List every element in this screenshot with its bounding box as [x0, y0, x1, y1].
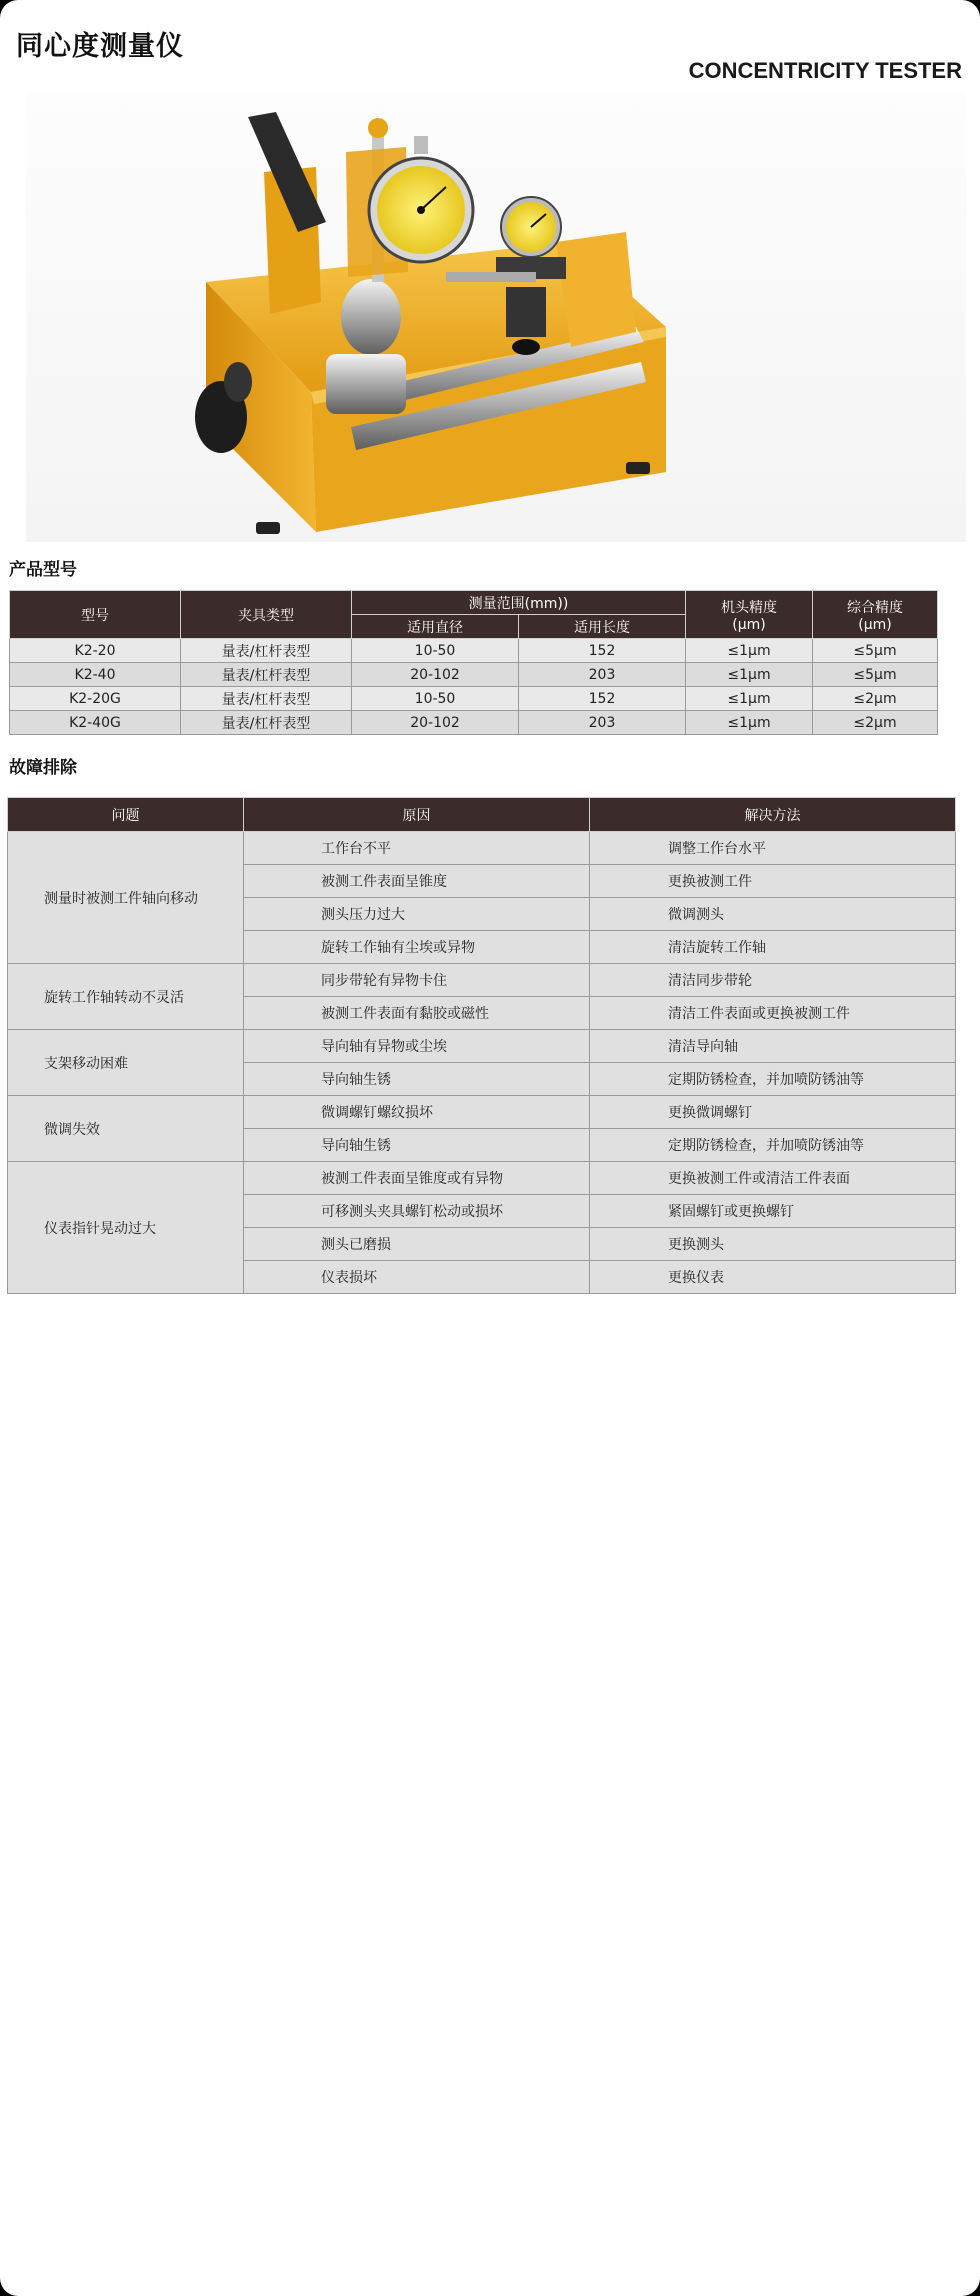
- cell-total-precision: ≤2μm: [813, 711, 938, 735]
- page-subtitle-en: CONCENTRICITY TESTER: [688, 58, 962, 83]
- cell-clamp: 量表/杠杆表型: [181, 663, 352, 687]
- cell-cause: 同步带轮有异物卡住: [244, 964, 590, 997]
- table-row: [8, 1162, 956, 1195]
- table-row: [8, 964, 956, 997]
- col-header-total-precision: [813, 591, 938, 639]
- cell-total-precision: ≤5μm: [813, 663, 938, 687]
- cell-cause: 被测工件表面有黏胶或磁性: [244, 997, 590, 1030]
- cell-cause: 被测工件表面呈锥度或有异物: [244, 1162, 590, 1195]
- cell-solution: 清洁导向轴: [590, 1030, 956, 1063]
- total-precision-unit: (μm): [858, 616, 892, 633]
- cell-solution: 更换被测工件或清洁工件表面: [590, 1162, 956, 1195]
- cell-solution: 定期防锈检查，并加喷防锈油等: [590, 1129, 956, 1162]
- troubleshooting-table: [7, 797, 956, 1294]
- cell-cause: 被测工件表面呈锥度: [244, 865, 590, 898]
- cell-head-precision: ≤1μm: [686, 639, 813, 663]
- cell-length: 152: [519, 687, 686, 711]
- cell-diameter: 20-102: [352, 663, 519, 687]
- cell-solution: 更换微调螺钉: [590, 1096, 956, 1129]
- cell-solution: 更换测头: [590, 1228, 956, 1261]
- cell-cause: 微调螺钉螺纹损坏: [244, 1096, 590, 1129]
- cell-head-precision: ≤1μm: [686, 663, 813, 687]
- cell-model: K2-20G: [10, 687, 181, 711]
- cell-solution: 定期防锈检查，并加喷防锈油等: [590, 1063, 956, 1096]
- col-header-cause: 原因: [244, 798, 590, 832]
- col-header-model: 型号: [10, 591, 181, 639]
- head-precision-unit: (μm): [732, 616, 766, 633]
- cell-model: K2-40: [10, 663, 181, 687]
- cell-model: K2-40G: [10, 711, 181, 735]
- col-header-head-precision: [686, 591, 813, 639]
- cell-problem: 支架移动困难: [8, 1030, 244, 1096]
- page-title: 同心度测量仪: [16, 31, 184, 62]
- cell-solution: 调整工作台水平: [590, 832, 956, 865]
- table-row: [8, 1096, 956, 1129]
- total-precision-label: 综合精度: [847, 599, 904, 616]
- cell-length: 203: [519, 663, 686, 687]
- col-header-clamp: 夹具类型: [181, 591, 352, 639]
- cell-problem: 微调失效: [8, 1096, 244, 1162]
- section-title-troubleshooting: 故障排除: [9, 758, 77, 778]
- table-row: [10, 711, 938, 735]
- col-header-problem: 问题: [8, 798, 244, 832]
- cell-cause: 导向轴生锈: [244, 1063, 590, 1096]
- concentricity-tester-illustration: [26, 92, 966, 542]
- cell-solution: 清洁旋转工作轴: [590, 931, 956, 964]
- cell-length: 152: [519, 639, 686, 663]
- section-title-specs: 产品型号: [9, 560, 77, 580]
- cell-total-precision: ≤5μm: [813, 639, 938, 663]
- cell-diameter: 10-50: [352, 687, 519, 711]
- cell-cause: 测头已磨损: [244, 1228, 590, 1261]
- cell-cause: 仪表损坏: [244, 1261, 590, 1294]
- cell-solution: 微调测头: [590, 898, 956, 931]
- col-header-range: 测量范围(mm)): [352, 591, 686, 615]
- cell-length: 203: [519, 711, 686, 735]
- table-row: [10, 687, 938, 711]
- cell-solution: 清洁同步带轮: [590, 964, 956, 997]
- cell-cause: 可移测头夹具螺钉松动或损坏: [244, 1195, 590, 1228]
- cell-solution: 更换被测工件: [590, 865, 956, 898]
- table-row: [10, 639, 938, 663]
- cell-diameter: 10-50: [352, 639, 519, 663]
- table-row: [10, 663, 938, 687]
- cell-clamp: 量表/杠杆表型: [181, 639, 352, 663]
- cell-clamp: 量表/杠杆表型: [181, 687, 352, 711]
- cell-solution: 清洁工件表面或更换被测工件: [590, 997, 956, 1030]
- cell-head-precision: ≤1μm: [686, 711, 813, 735]
- cell-model: K2-20: [10, 639, 181, 663]
- cell-solution: 紧固螺钉或更换螺钉: [590, 1195, 956, 1228]
- cell-cause: 测头压力过大: [244, 898, 590, 931]
- cell-diameter: 20-102: [352, 711, 519, 735]
- col-header-diameter: 适用直径: [352, 615, 519, 639]
- cell-cause: 旋转工作轴有尘埃或异物: [244, 931, 590, 964]
- head-precision-label: 机头精度: [721, 599, 778, 616]
- cell-cause: 导向轴生锈: [244, 1129, 590, 1162]
- table-row: [8, 1030, 956, 1063]
- spec-table: [9, 590, 938, 735]
- cell-head-precision: ≤1μm: [686, 687, 813, 711]
- cell-total-precision: ≤2μm: [813, 687, 938, 711]
- cell-solution: 更换仪表: [590, 1261, 956, 1294]
- cell-problem: 仪表指针晃动过大: [8, 1162, 244, 1294]
- product-image: [26, 92, 966, 542]
- col-header-solution: 解决方法: [590, 798, 956, 832]
- table-row: [8, 832, 956, 865]
- cell-problem: 旋转工作轴转动不灵活: [8, 964, 244, 1030]
- cell-clamp: 量表/杠杆表型: [181, 711, 352, 735]
- cell-problem: 测量时被测工件轴向移动: [8, 832, 244, 964]
- col-header-length: 适用长度: [519, 615, 686, 639]
- cell-cause: 导向轴有异物或尘埃: [244, 1030, 590, 1063]
- cell-cause: 工作台不平: [244, 832, 590, 865]
